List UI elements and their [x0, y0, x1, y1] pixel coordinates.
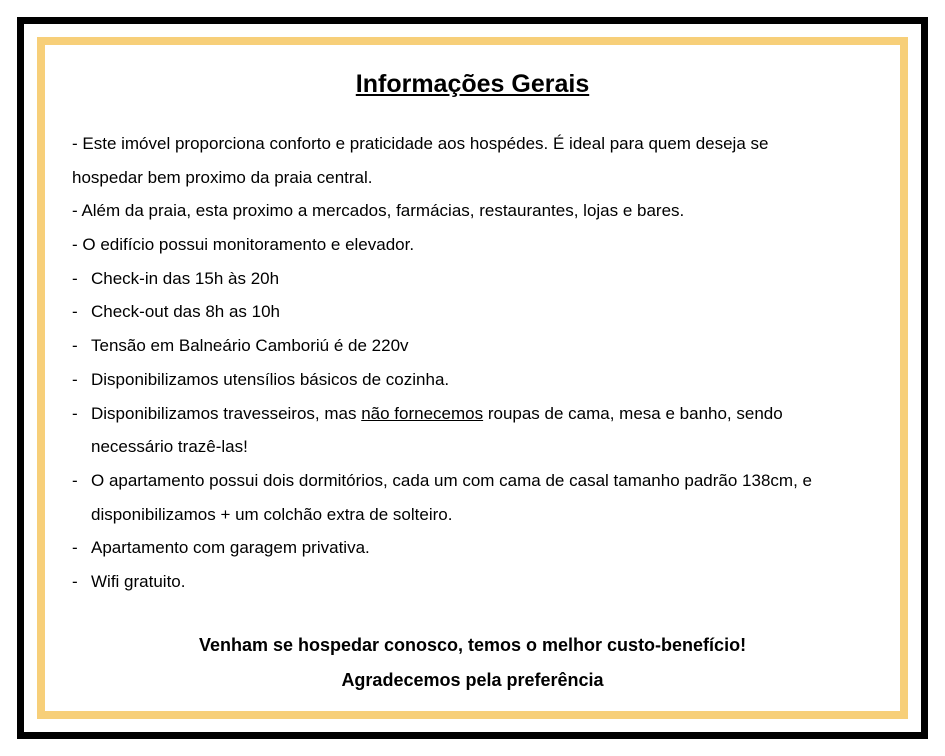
underlined-emphasis: não fornecemos: [361, 403, 484, 423]
list-item-wifi: [72, 565, 902, 599]
list-item-pillows-continuation: necessário trazê-las!: [91, 437, 248, 457]
list-item-kitchen: [72, 363, 902, 397]
list-item-text: Tensão em Balneário Camboriú é de 220v: [91, 336, 409, 356]
outer-black-frame: [17, 17, 928, 739]
list-item-text: Apartamento com garagem privativa.: [91, 538, 370, 558]
bullet-dash: -: [72, 268, 78, 288]
list-item-garage: [72, 531, 902, 565]
intro-line-3: - Além da praia, esta proximo a mercados, farmácias, restaurantes, lojas e bares.: [72, 201, 685, 221]
list-item-text: Wifi gratuito.: [91, 571, 186, 591]
bullet-dash: -: [72, 403, 78, 423]
list-item-rooms: [72, 464, 902, 498]
bullet-dash: -: [72, 538, 78, 558]
intro-line-2: hospedar bem proximo da praia central.: [72, 167, 373, 187]
page-title: Informações Gerais: [355, 70, 590, 98]
list-item-checkout: [72, 295, 902, 329]
list-item-text: Check-in das 15h às 20h: [91, 268, 280, 288]
list-item-text: Check-out das 8h as 10h: [91, 302, 281, 322]
bullet-dash: -: [72, 336, 78, 356]
bullet-dash: -: [72, 302, 78, 322]
list-item-pillows: [72, 397, 902, 431]
bullet-dash: -: [72, 369, 78, 389]
list-item-rooms-continuation: disponibilizamos + um colchão extra de solteiro.: [91, 504, 453, 524]
list-item-voltage: [72, 329, 902, 363]
list-item-text: Disponibilizamos utensílios básicos de cozinha.: [91, 369, 450, 389]
list-item-checkin: [72, 262, 902, 296]
info-list: [72, 127, 902, 599]
closing-thanks: Agradecemos pela preferência: [341, 670, 604, 690]
list-item-text: roupas de cama, mesa e banho, sendo: [483, 403, 783, 423]
inner-gold-frame: [37, 37, 908, 719]
list-item-text: Disponibilizamos travesseiros, mas: [91, 403, 362, 423]
intro-line-1: - Este imóvel proporciona conforto e praticidade aos hospédes. É ideal para quem deseja se: [72, 134, 769, 153]
bullet-dash: -: [72, 470, 78, 490]
list-item-text: O apartamento possui dois dormitórios, cada um com cama de casal tamanho padrão 138cm, e: [91, 470, 812, 490]
closing-invitation: Venham se hospedar conosco, temos o melhor custo-benefício!: [198, 635, 747, 655]
intro-line-4: - O edifício possui monitoramento e elevador.: [72, 235, 415, 255]
bullet-dash: -: [72, 571, 78, 591]
